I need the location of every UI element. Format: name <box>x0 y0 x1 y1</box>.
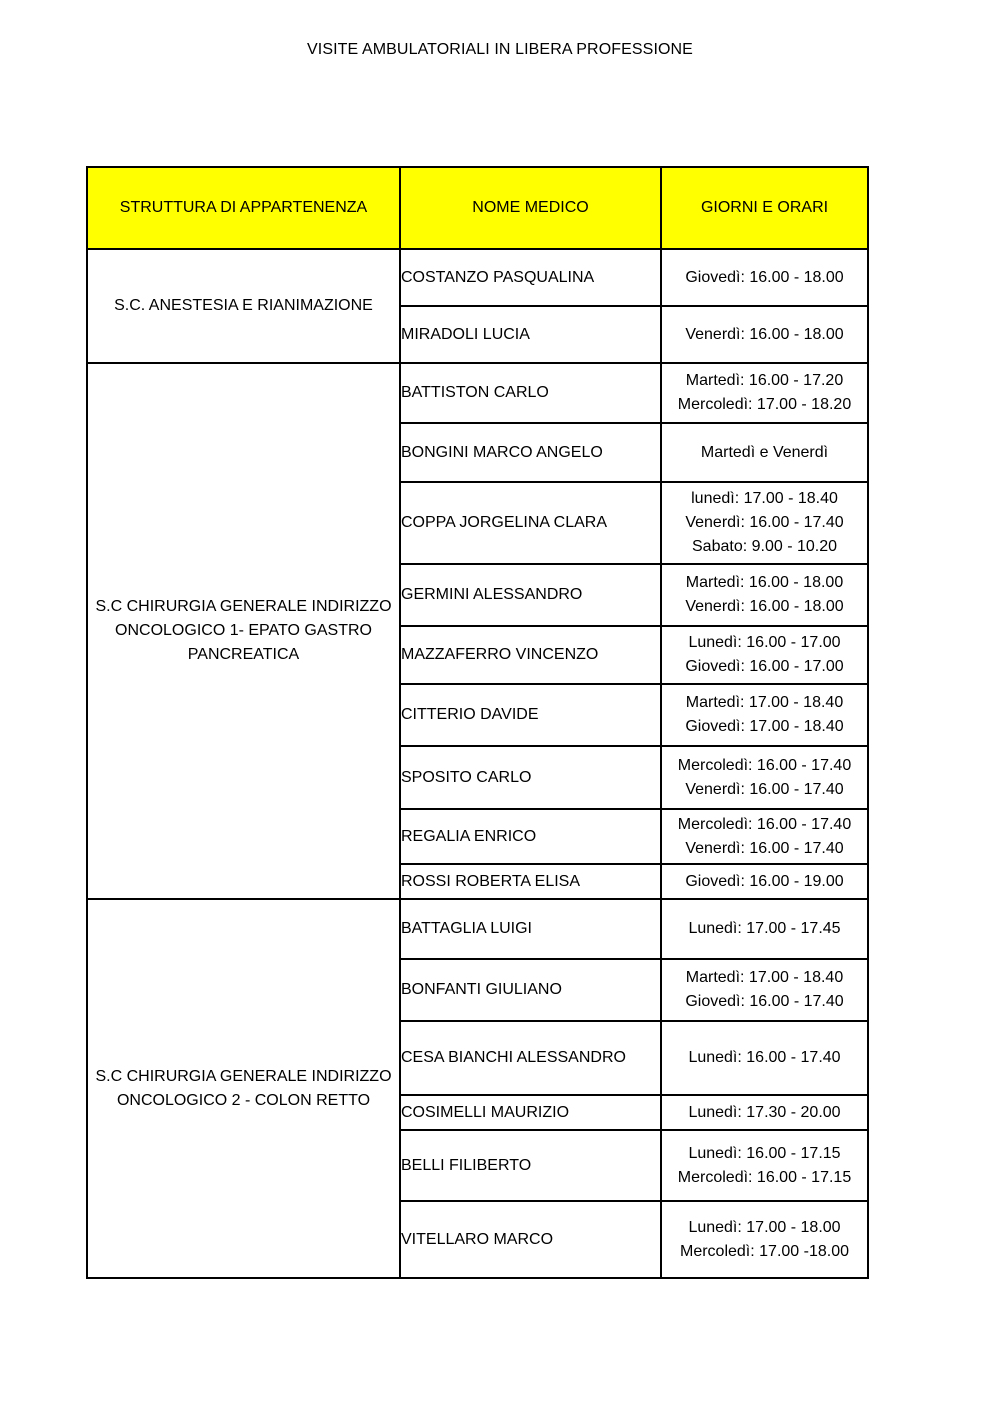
header-structure: STRUTTURA DI APPARTENENZA <box>87 167 400 249</box>
hours-line: Mercoledì: 17.00 -18.00 <box>680 1242 849 1260</box>
hours-line: Mercoledì: 16.00 - 17.40 <box>677 815 852 833</box>
schedule-hours <box>661 1095 868 1130</box>
doctor-name: BELLI FILIBERTO <box>400 1130 661 1201</box>
hours-line: Martedì: 17.00 - 18.40 <box>685 969 844 986</box>
doctor-name: COSTANZO PASQUALINA <box>400 249 661 306</box>
schedule-hours <box>661 482 868 564</box>
schedule-hours <box>661 564 868 626</box>
hours-line: Lunedì: 16.00 - 17.40 <box>688 1049 841 1066</box>
doctor-name: BATTISTON CARLO <box>400 363 661 423</box>
table-row <box>87 899 868 959</box>
schedule-hours <box>661 1130 868 1201</box>
structure-cell <box>87 363 400 899</box>
structure-cell <box>87 249 400 363</box>
schedule-hours <box>661 423 868 482</box>
structure-line: S.C. ANESTESIA E RIANIMAZIONE <box>114 297 373 314</box>
hours-line: Martedì: 16.00 - 18.00 <box>685 574 844 591</box>
structure-line: PANCREATICA <box>187 646 300 663</box>
schedule-hours <box>661 249 868 306</box>
hours-line: Venerdì: 16.00 - 17.40 <box>685 780 844 798</box>
hours-line: Venerdì: 16.00 - 17.40 <box>685 514 844 531</box>
doctor-name: CITTERIO DAVIDE <box>400 684 661 746</box>
schedule-hours <box>661 684 868 746</box>
schedule-table <box>86 166 869 1279</box>
doctor-name: MIRADOLI LUCIA <box>400 306 661 363</box>
hours-line: Giovedì: 16.00 - 19.00 <box>685 872 844 890</box>
hours-line: Martedì: 16.00 - 17.20 <box>685 372 844 389</box>
table-row <box>87 363 868 423</box>
hours-line: Lunedì: 17.00 - 17.45 <box>688 920 841 937</box>
doctor-name: SPOSITO CARLO <box>400 746 661 809</box>
structure-line: S.C CHIRURGIA GENERALE INDIRIZZO <box>95 1067 392 1085</box>
hours-line: Lunedì: 16.00 - 17.15 <box>688 1144 841 1162</box>
doctor-name: COPPA JORGELINA CLARA <box>400 482 661 564</box>
hours-line: lunedì: 17.00 - 18.40 <box>691 490 838 507</box>
schedule-hours <box>661 746 868 809</box>
doctor-name: BATTAGLIA LUIGI <box>400 899 661 959</box>
doctor-name: MAZZAFERRO VINCENZO <box>400 626 661 684</box>
hours-line: Mercoledì: 16.00 - 17.40 <box>677 756 852 774</box>
structure-line: ONCOLOGICO 2 - COLON RETTO <box>116 1091 371 1109</box>
header-hours: GIORNI E ORARI <box>661 167 868 249</box>
hours-line: Giovedì: 16.00 - 17.40 <box>685 993 844 1010</box>
hours-line: Lunedì: 17.00 - 18.00 <box>688 1218 841 1236</box>
hours-line: Venerdì: 16.00 - 18.00 <box>685 325 844 343</box>
hours-line: Mercoledì: 17.00 - 18.20 <box>677 396 852 413</box>
header-doctor: NOME MEDICO <box>400 167 661 249</box>
doctor-name: CESA BIANCHI ALESSANDRO <box>400 1021 661 1095</box>
hours-line: Lunedì: 17.30 - 20.00 <box>688 1103 841 1121</box>
structure-line: ONCOLOGICO 1- EPATO GASTRO <box>115 622 372 639</box>
hours-line: Giovedì: 17.00 - 18.40 <box>685 718 844 735</box>
schedule-hours <box>661 809 868 864</box>
hours-line: Giovedì: 16.00 - 17.00 <box>685 658 844 675</box>
doctor-name: REGALIA ENRICO <box>400 809 661 864</box>
schedule-hours <box>661 864 868 899</box>
hours-line: Mercoledì: 16.00 - 17.15 <box>677 1168 852 1186</box>
schedule-hours <box>661 959 868 1021</box>
schedule-hours <box>661 626 868 684</box>
schedule-hours <box>661 306 868 363</box>
page-title: VISITE AMBULATORIALI IN LIBERA PROFESSIONE <box>307 41 693 58</box>
hours-line: Venerdì: 16.00 - 17.40 <box>685 839 844 857</box>
doctor-name: GERMINI ALESSANDRO <box>400 564 661 626</box>
schedule-hours <box>661 1021 868 1095</box>
schedule-hours <box>661 363 868 423</box>
doctor-name: BONGINI MARCO ANGELO <box>400 423 661 482</box>
doctor-name: ROSSI ROBERTA ELISA <box>400 864 661 899</box>
doctor-name: BONFANTI GIULIANO <box>400 959 661 1021</box>
header-row <box>87 167 868 249</box>
doctor-name: COSIMELLI MAURIZIO <box>400 1095 661 1130</box>
schedule-hours <box>661 899 868 959</box>
schedule-hours <box>661 1201 868 1278</box>
hours-line: Giovedì: 16.00 - 18.00 <box>685 268 844 286</box>
hours-line: Sabato: 9.00 - 10.20 <box>692 538 837 555</box>
hours-line: Martedì: 17.00 - 18.40 <box>685 694 844 711</box>
hours-line: Venerdì: 16.00 - 18.00 <box>685 598 844 615</box>
hours-line: Martedì e Venerdì <box>700 443 829 461</box>
hours-line: Lunedì: 16.00 - 17.00 <box>688 634 841 651</box>
structure-line: S.C CHIRURGIA GENERALE INDIRIZZO <box>95 598 392 615</box>
doctor-name: VITELLARO MARCO <box>400 1201 661 1278</box>
table-row <box>87 249 868 306</box>
structure-cell <box>87 899 400 1278</box>
schedule-body <box>87 249 868 1278</box>
